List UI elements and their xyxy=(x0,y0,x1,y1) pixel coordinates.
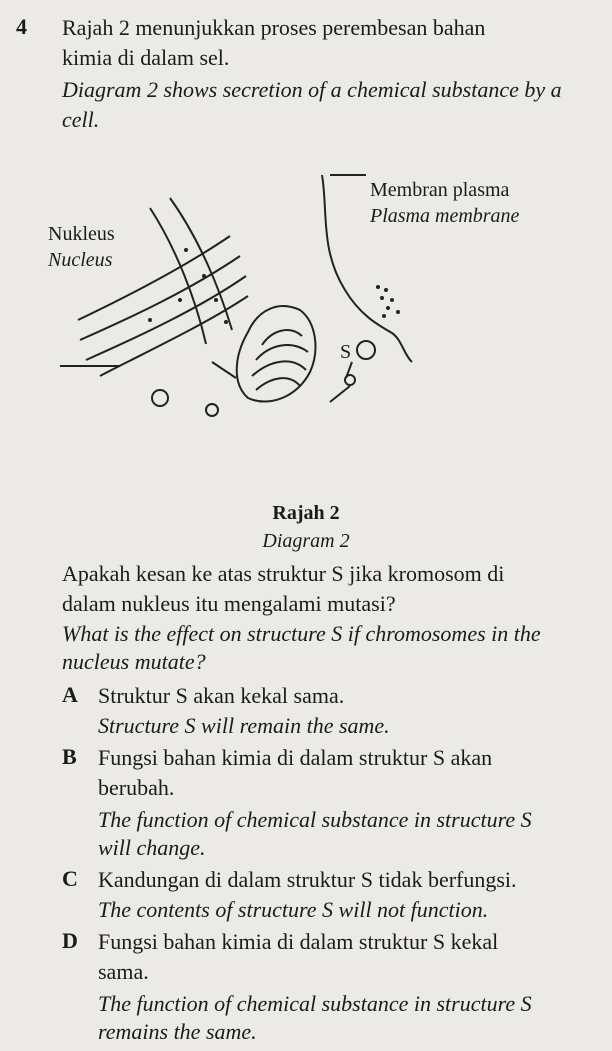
stem-en-line-1: Diagram 2 shows secretion of a chemical substance by a xyxy=(62,77,562,102)
option-d-ms-line-2: sama. xyxy=(98,959,149,984)
option-c-letter[interactable]: C xyxy=(62,866,78,891)
golgi-apparatus xyxy=(237,306,316,401)
vesicle-s xyxy=(357,341,375,359)
stem-ms-line-1: Rajah 2 menunjukkan proses perembesan bahan xyxy=(62,15,486,40)
diagram-caption-en: Diagram 2 xyxy=(262,530,350,552)
label-structure-s: S xyxy=(340,341,352,363)
label-membrane-ms: Membran plasma xyxy=(370,179,510,201)
prompt-ms-line-1: Apakah kesan ke atas struktur S jika kromosom di xyxy=(62,561,505,586)
option-d-ms-line-1[interactable]: Fungsi bahan kimia di dalam struktur S kekal xyxy=(98,929,499,954)
option-c-ms[interactable]: Kandungan di dalam struktur S tidak berfungsi. xyxy=(98,867,517,892)
option-a-ms[interactable]: Struktur S akan kekal sama. xyxy=(98,683,345,708)
option-b-en-line-2: will change. xyxy=(98,835,206,860)
prompt-ms-line-2: dalam nukleus itu mengalami mutasi? xyxy=(62,591,396,616)
option-d-letter[interactable]: D xyxy=(62,928,78,953)
question-number: 4 xyxy=(16,14,27,39)
stem-en-line-2: cell. xyxy=(62,107,100,132)
option-b-en-line-1: The function of chemical substance in structure S xyxy=(98,807,532,832)
vesicle-1 xyxy=(152,390,168,406)
option-d-en-line-2: remains the same. xyxy=(98,1019,257,1044)
label-nucleus-ms: Nukleus xyxy=(48,223,115,245)
diagram-caption-ms: Rajah 2 xyxy=(272,502,340,524)
option-b-ms-line-1[interactable]: Fungsi bahan kimia di dalam struktur S akan xyxy=(98,745,493,770)
option-a-en: Structure S will remain the same. xyxy=(98,713,390,738)
option-b-letter[interactable]: B xyxy=(62,744,77,769)
option-d-en-line-1: The function of chemical substance in structure S xyxy=(98,991,532,1016)
label-membrane-en: Plasma membrane xyxy=(370,205,520,227)
vesicle-3 xyxy=(345,375,355,385)
option-c-en: The contents of structure S will not function. xyxy=(98,897,489,922)
stem-ms-line-2: kimia di dalam sel. xyxy=(62,45,230,70)
label-nucleus-en: Nucleus xyxy=(48,249,113,271)
prompt-en-line-1: What is the effect on structure S if chromosomes in the xyxy=(62,621,541,646)
vesicle-2 xyxy=(206,404,218,416)
option-a-letter[interactable]: A xyxy=(62,682,78,707)
option-b-ms-line-2: berubah. xyxy=(98,775,175,800)
prompt-en-line-2: nucleus mutate? xyxy=(62,649,206,674)
